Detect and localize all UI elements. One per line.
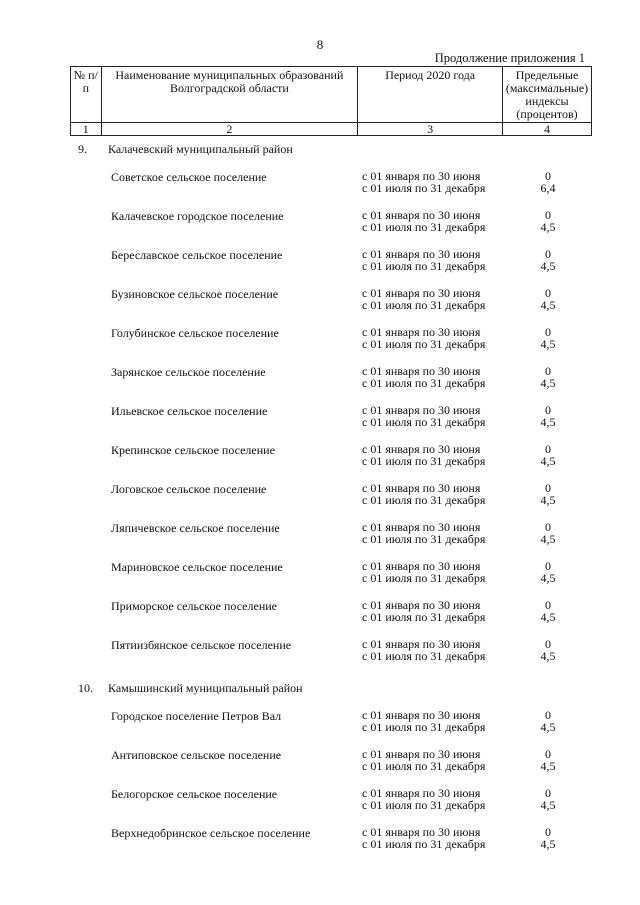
settlement-name: Антиповское сельское поселение <box>111 748 282 762</box>
settlement-name: Ляпичевское сельское поселение <box>111 521 280 535</box>
period-second-half: с 01 июля по 31 декабря <box>362 259 486 273</box>
index-second-half: 4,5 <box>540 493 556 507</box>
index-first-half: 0 <box>545 520 551 534</box>
settlement-row <box>70 826 592 865</box>
index-second-half: 4,5 <box>540 337 556 351</box>
period-second-half: с 01 июля по 31 декабря <box>362 759 486 773</box>
period-second-half: с 01 июля по 31 декабря <box>362 181 486 195</box>
period-first-half: с 01 января по 30 июня <box>362 403 481 417</box>
period-first-half: с 01 января по 30 июня <box>362 208 481 222</box>
settlement-row <box>70 326 592 365</box>
settlement-row <box>70 748 592 787</box>
period-second-half: с 01 июля по 31 декабря <box>362 649 486 663</box>
period-second-half: с 01 июля по 31 декабря <box>362 837 486 851</box>
period-second-half: с 01 июля по 31 декабря <box>362 610 486 624</box>
settlement-row <box>70 248 592 287</box>
index-second-half: 4,5 <box>540 376 556 390</box>
district-name: Калачевский муниципальный район <box>108 142 293 156</box>
settlement-row <box>70 709 592 748</box>
header-col-number: № п/п <box>71 67 102 123</box>
district-number: 10. <box>78 681 93 695</box>
period-first-half: с 01 января по 30 июня <box>362 364 481 378</box>
settlement-name: Ильевское сельское поселение <box>111 404 268 418</box>
settlement-name: Городское поселение Петров Вал <box>111 709 282 723</box>
settlement-name: Верхнедобринское сельское поселение <box>111 826 311 840</box>
column-number-3: 3 <box>358 123 503 136</box>
period-first-half: с 01 января по 30 июня <box>362 442 481 456</box>
period-second-half: с 01 июля по 31 декабря <box>362 798 486 812</box>
period-second-half: с 01 июля по 31 декабря <box>362 298 486 312</box>
header-col-period: Период 2020 года <box>358 67 503 123</box>
period-second-half: с 01 июля по 31 декабря <box>362 571 486 585</box>
settlement-row <box>70 560 592 599</box>
settlement-name: Белогорское сельское поселение <box>111 787 278 801</box>
period-first-half: с 01 января по 30 июня <box>362 325 481 339</box>
settlement-row <box>70 599 592 638</box>
settlement-row <box>70 482 592 521</box>
period-first-half: с 01 января по 30 июня <box>362 786 481 800</box>
district-name: Камышинский муниципальный район <box>108 681 303 695</box>
header-col-name: Наименование муниципальных образований Волгоградской области <box>101 67 358 123</box>
period-first-half: с 01 января по 30 июня <box>362 286 481 300</box>
index-first-half: 0 <box>545 825 551 839</box>
index-second-half: 4,5 <box>540 454 556 468</box>
period-first-half: с 01 января по 30 июня <box>362 169 481 183</box>
index-second-half: 4,5 <box>540 220 556 234</box>
settlement-name: Голубинское сельское поселение <box>111 326 279 340</box>
index-second-half: 6,4 <box>540 181 556 195</box>
table-body <box>70 143 592 865</box>
index-second-half: 4,5 <box>540 571 556 585</box>
settlement-name: Приморское сельское поселение <box>111 599 277 613</box>
period-second-half: с 01 июля по 31 декабря <box>362 337 486 351</box>
period-second-half: с 01 июля по 31 декабря <box>362 720 486 734</box>
settlement-name: Пятиизбянское сельское поселение <box>111 638 292 652</box>
period-second-half: с 01 июля по 31 декабря <box>362 454 486 468</box>
district-row <box>70 143 592 170</box>
period-first-half: с 01 января по 30 июня <box>362 481 481 495</box>
index-first-half: 0 <box>545 286 551 300</box>
settlement-name: Советское сельское поселение <box>111 170 267 184</box>
settlement-name: Зарянское сельское поселение <box>111 365 266 379</box>
index-first-half: 0 <box>545 481 551 495</box>
period-second-half: с 01 июля по 31 декабря <box>362 493 486 507</box>
settlement-row <box>70 521 592 560</box>
period-first-half: с 01 января по 30 июня <box>362 520 481 534</box>
settlement-name: Логовское сельское поселение <box>111 482 267 496</box>
index-first-half: 0 <box>545 637 551 651</box>
period-first-half: с 01 января по 30 июня <box>362 708 481 722</box>
column-number-4: 4 <box>503 123 592 136</box>
index-first-half: 0 <box>545 403 551 417</box>
index-first-half: 0 <box>545 442 551 456</box>
column-numbers-row <box>71 123 592 136</box>
index-second-half: 4,5 <box>540 837 556 851</box>
period-second-half: с 01 июля по 31 декабря <box>362 220 486 234</box>
settlement-row <box>70 443 592 482</box>
continuation-note: Продолжение приложения 1 <box>434 51 585 65</box>
page-number: 8 <box>316 37 324 52</box>
settlement-name: Береславское сельское поселение <box>111 248 283 262</box>
index-second-half: 4,5 <box>540 532 556 546</box>
settlement-name: Бузиновское сельское поселение <box>111 287 279 301</box>
table-header <box>70 66 592 136</box>
settlement-row <box>70 209 592 248</box>
settlement-row <box>70 638 592 677</box>
index-second-half: 4,5 <box>540 720 556 734</box>
index-first-half: 0 <box>545 169 551 183</box>
settlement-row <box>70 287 592 326</box>
period-second-half: с 01 июля по 31 декабря <box>362 532 486 546</box>
header-row <box>71 67 592 123</box>
header-col-index: Предельные (максимальные) индексы (процентов) <box>503 67 592 123</box>
index-first-half: 0 <box>545 208 551 222</box>
district-row <box>70 682 592 709</box>
period-first-half: с 01 января по 30 июня <box>362 825 481 839</box>
period-first-half: с 01 января по 30 июня <box>362 747 481 761</box>
settlement-name: Мариновское сельское поселение <box>111 560 283 574</box>
period-first-half: с 01 января по 30 июня <box>362 247 481 261</box>
index-first-half: 0 <box>545 598 551 612</box>
index-first-half: 0 <box>545 747 551 761</box>
column-number-1: 1 <box>71 123 102 136</box>
index-first-half: 0 <box>545 247 551 261</box>
index-second-half: 4,5 <box>540 610 556 624</box>
period-second-half: с 01 июля по 31 декабря <box>362 415 486 429</box>
index-second-half: 4,5 <box>540 259 556 273</box>
index-second-half: 4,5 <box>540 759 556 773</box>
index-first-half: 0 <box>545 708 551 722</box>
index-first-half: 0 <box>545 559 551 573</box>
settlement-name: Крепинское сельское поселение <box>111 443 275 457</box>
settlement-row <box>70 787 592 826</box>
period-first-half: с 01 января по 30 июня <box>362 598 481 612</box>
column-number-2: 2 <box>101 123 358 136</box>
index-second-half: 4,5 <box>540 415 556 429</box>
index-first-half: 0 <box>545 786 551 800</box>
index-first-half: 0 <box>545 325 551 339</box>
index-second-half: 4,5 <box>540 649 556 663</box>
index-first-half: 0 <box>545 364 551 378</box>
index-second-half: 4,5 <box>540 798 556 812</box>
period-second-half: с 01 июля по 31 декабря <box>362 376 486 390</box>
period-first-half: с 01 января по 30 июня <box>362 559 481 573</box>
settlement-name: Калачевское городское поселение <box>111 209 284 223</box>
period-first-half: с 01 января по 30 июня <box>362 637 481 651</box>
settlement-row <box>70 365 592 404</box>
settlement-row <box>70 170 592 209</box>
settlement-row <box>70 404 592 443</box>
index-second-half: 4,5 <box>540 298 556 312</box>
district-number: 9. <box>78 142 87 156</box>
